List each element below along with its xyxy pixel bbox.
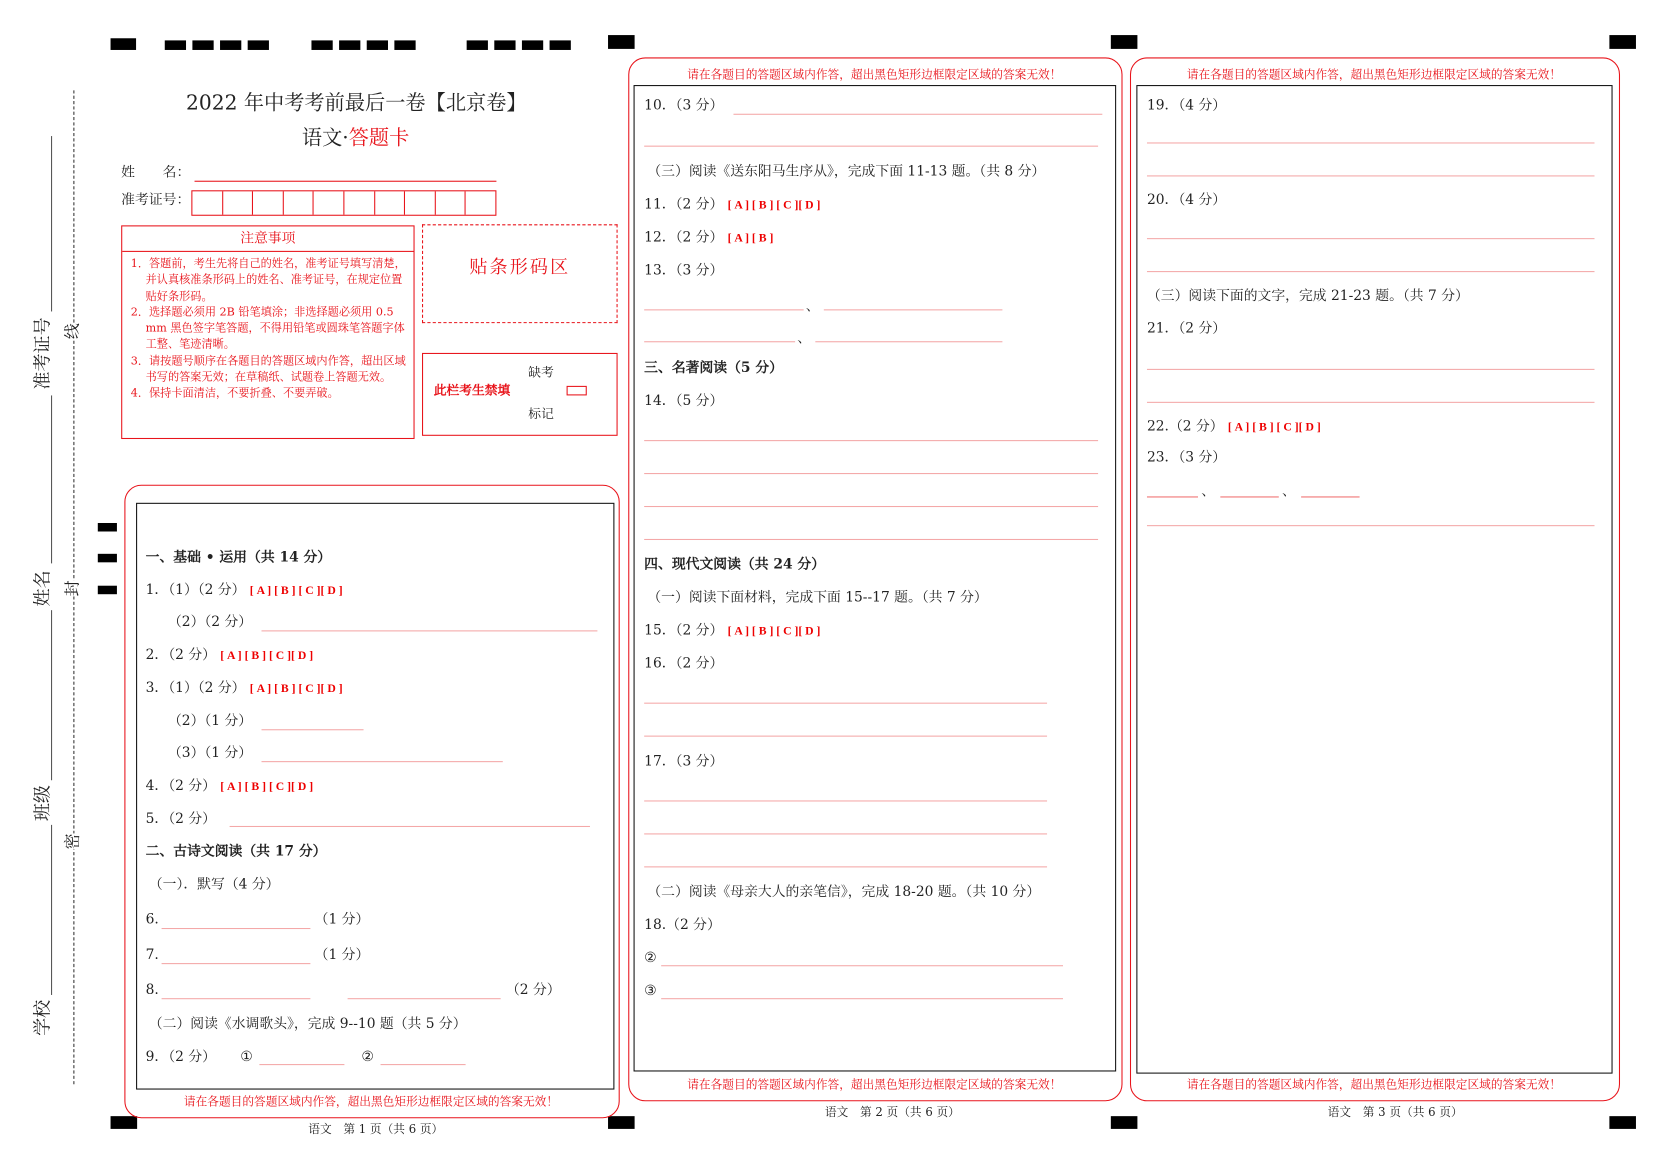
exam-title: 2022 年中考考前最后一卷【北京卷】 [186, 91, 527, 115]
answer-line[interactable] [261, 729, 363, 730]
answer-line[interactable] [348, 998, 501, 999]
warning-text: 请在各题目的答题区域内作答，超出黑色矩形边框限定区域的答案无效！ [687, 68, 1062, 82]
answer-line[interactable] [1147, 142, 1595, 143]
warning-text: 请在各题目的答题区域内作答，超出黑色矩形边框限定区域的答案无效！ [1186, 1077, 1562, 1092]
ticket-number-label: 准考证号 [32, 317, 54, 390]
answer-line[interactable] [1301, 496, 1359, 497]
note-item: 3．请按题号顺序在各题目的答题区域内作答，超出区域书写的答案无效；在草稿纸、试题卷上答题无效。 [130, 354, 406, 384]
absent-box: 此栏考生禁填 缺考 标记 [422, 353, 618, 436]
cut-mark-secret: 密 [61, 833, 83, 849]
barcode-area: 贴条形码区 [422, 224, 618, 323]
section-heading: 三、名著阅读（5 分） [644, 360, 783, 377]
answer-line[interactable] [644, 703, 1047, 704]
answer-line[interactable] [1220, 496, 1278, 497]
answer-line[interactable] [644, 736, 1047, 737]
choice-options[interactable]: [ A ] [ B ] [ C ][ D ] [220, 649, 314, 663]
warning-text: 请在各题目的答题区域内作答，超出黑色矩形边框限定区域的答案无效！ [687, 1077, 1062, 1092]
answer-line[interactable] [1147, 369, 1595, 370]
answer-line[interactable] [644, 833, 1047, 834]
note-item: 1．答题前，考生先将自己的姓名，准考证号填写清楚，并认真核准条形码上的姓名、准考证号，在规定位置贴好条形码。 [130, 257, 406, 303]
choice-options[interactable]: [ A ] [ B ] [ C ][ D ] [727, 625, 821, 638]
section-heading: 四、现代文阅读（共 24 分） [644, 557, 826, 573]
answer-line[interactable] [162, 963, 311, 964]
ticket-number-boxes[interactable] [191, 190, 496, 216]
answer-line[interactable] [644, 866, 1047, 867]
question-12: 12．（2 分） [ A ] [ B ] [644, 229, 774, 246]
class-label: 班级 [32, 785, 54, 822]
choice-options[interactable]: [ A ] [ B ] [ C ][ D ] [1227, 420, 1321, 434]
answer-line[interactable] [261, 761, 502, 762]
answer-line[interactable] [230, 826, 590, 827]
answer-line[interactable] [644, 506, 1098, 507]
name-label: 姓名 [32, 570, 54, 607]
answer-line[interactable] [381, 1064, 466, 1065]
notes-box [121, 225, 414, 439]
answer-sheet: 准考证号 姓名 班级 学校 线 封 密 2022 年中考考前最后一卷【北京卷】 语文·答题卡 姓 名： 准考证号： 注意事项 1．答题前，考生先将自己的姓名，准考证号填写清楚，并认真核准条形码上的姓名、准考证号，在规定位置贴好条形码。 2．选择题必须用 2B 铅笔填涂；非选择题必须用 0.5 mm 黑色签字笔答题，不得用铅笔或圆珠笔答题字体工整、笔迹清晰。 3．请按题号顺序在各题目的答题区域内作答，超出区域书写的答案无效；在草稿纸、试题卷上答题无效。 4．保持卡面清洁，不要折叠、不要弄破。 贴条形码区 此栏考生禁填 缺考 标记 一、基础 • 运用（共 14 分） 1．（1）（2 分） [ A ] [ B ] [ C ][ D ] （2）（2 分） 2．（2 分） [ A ] [ B ] [ C ][ D ] 3．（1）（2 分） [ A ] [ B ] [ C ][ D ] （2）（1 分） （3）（1 分） 4．（2 分） [ A ] [ B ] [ C ][ D ] 5．（2 分） 二、古诗文阅读（共 17 分） （一）．默写（4 分） 6. （1 分） 7. （1 分） 8. （2 分） （二）阅读《水调歌头》，完成 9--10 题（共 5 分） 9．（2 分） ① ② 请在各题目的答题区域内作答，超出黑色矩形边框限定区域的答案无效！ 语文 第 1 页（共 6 页） 请在各题目的答题区域内作答，超出黑色矩形边框限定区域的答案无效！ 10．（3 分） （三）阅读《送东阳马生序从》，完成下面 11-13 题。（共 8 分） 11．（2 分） [ A ] [ B ] [ C ][ D ] 12．（2 分） [ A ] [ B ] 13．（3 分） 、 、 三、名著阅读（5 分） 14．（5 分） 四、现代文阅读（共 24 分） （一）阅读下面材料，完成下面 15--17 题。（共 7 分） 15．（2 分） [ A ] [ B ] [ C ][ D ] 16．（2 分） 17．（3 分） （二）阅读《母亲大人的亲笔信》，完成 18-20 题。（共 10 分） 18.（2 分） ② ③ 请在各题目的答题区域内作答，超出黑色矩形边框限定区域的答案无效！ 语文 第 2 页（共 6 页） 请在各题目的答题区域内作答，超出黑色矩形边框限定区域的答案无效！ 19．（4 分） 20．（4 分） （三）阅读下面的文字，完成 21-23 题。（共 7 分） 21．（2 分） 22.（2 分） [ A ] [ B ] [ C ][ D ] 23．（3 分） 、 、 请在各题目的答题区域内作答，超出黑色矩形边框限定区域的答案无效！ 语文 第 3 页（共 6 页） [0, 0, 1654, 1169]
answer-line[interactable] [644, 146, 1098, 147]
answer-line[interactable] [162, 928, 311, 929]
answer-line[interactable] [733, 114, 1102, 115]
answer-line[interactable] [261, 630, 597, 631]
choice-options[interactable]: [ A ] [ B ] [ C ][ D ] [249, 682, 343, 696]
choice-options[interactable]: [ A ] [ B ] [ C ][ D ] [727, 198, 821, 212]
answer-line[interactable] [1147, 238, 1595, 239]
student-name-input[interactable] [195, 181, 497, 182]
answer-line[interactable] [661, 965, 1063, 966]
answer-line[interactable] [1147, 175, 1595, 176]
page-footer: 语文 第 3 页（共 6 页） [1327, 1105, 1463, 1120]
warning-text: 请在各题目的答题区域内作答，超出黑色矩形边框限定区域的答案无效！ [183, 1094, 559, 1109]
answer-line[interactable] [644, 440, 1098, 441]
answer-line[interactable] [1147, 271, 1595, 272]
answer-line[interactable] [644, 800, 1047, 801]
question-15: 15．（2 分） [ A ] [ B ] [ C ][ D ] [644, 622, 821, 639]
subject-label: 语文 [301, 126, 343, 150]
cut-mark-seal: 封 [61, 580, 83, 596]
choice-options[interactable]: [ A ] [ B ] [727, 231, 774, 245]
question-1-1: 1．（1）（2 分） [ A ] [ B ] [ C ][ D ] [145, 582, 343, 599]
answer-line[interactable] [259, 1064, 344, 1065]
answer-line[interactable] [644, 341, 795, 342]
answer-line[interactable] [1147, 402, 1595, 403]
question-3-1: 3．（1）（2 分） [ A ] [ B ] [ C ][ D ] [145, 680, 343, 697]
question-2: 2．（2 分） [ A ] [ B ] [ C ][ D ] [145, 647, 314, 664]
answer-line[interactable] [815, 341, 1002, 342]
question-22: 22.（2 分） [ A ] [ B ] [ C ][ D ] [1146, 418, 1321, 435]
answer-line[interactable] [824, 309, 1003, 310]
notes-title: 注意事项 [122, 226, 413, 252]
ticket-label: 准考证号： [121, 192, 191, 209]
answer-line[interactable] [644, 539, 1098, 540]
page-footer: 语文 第 1 页（共 6 页） [308, 1122, 444, 1137]
page-footer: 语文 第 2 页（共 6 页） [824, 1105, 960, 1120]
choice-options[interactable]: [ A ] [ B ] [ C ][ D ] [249, 584, 343, 598]
school-label: 学校 [32, 999, 54, 1036]
answer-line[interactable] [644, 309, 803, 310]
note-item: 4．保持卡面清洁，不要折叠、不要弄破。 [130, 387, 339, 401]
student-name-label: 姓 名： [121, 164, 191, 181]
question-4: 4．（2 分） [ A ] [ B ] [ C ][ D ] [145, 778, 314, 795]
exam-subtitle: 语文·答题卡 [301, 126, 410, 150]
absent-mark-checkbox[interactable] [567, 386, 587, 396]
answer-line[interactable] [162, 998, 311, 999]
absent-label: 此栏考生禁填 [433, 382, 511, 398]
choice-options[interactable]: [ A ] [ B ] [ C ][ D ] [220, 780, 314, 793]
answer-line[interactable] [1147, 525, 1595, 526]
answer-line[interactable] [1147, 496, 1198, 497]
question-11: 11．（2 分） [ A ] [ B ] [ C ][ D ] [644, 196, 821, 213]
card-label: 答题卡 [348, 126, 410, 150]
answer-line[interactable] [644, 473, 1098, 474]
cut-mark-line: 线 [61, 323, 83, 339]
answer-line[interactable] [661, 998, 1063, 999]
warning-text: 请在各题目的答题区域内作答，超出黑色矩形边框限定区域的答案无效！ [1186, 68, 1562, 82]
note-item: 2．选择题必须用 2B 铅笔填涂；非选择题必须用 0.5 mm 黑色签字笔答题，不得用铅笔或圆珠笔答题字体工整、笔迹清晰。 [130, 306, 405, 352]
section-heading: 二、古诗文阅读（共 17 分） [145, 844, 327, 860]
section-heading: 一、基础 • 运用（共 14 分） [145, 549, 332, 566]
